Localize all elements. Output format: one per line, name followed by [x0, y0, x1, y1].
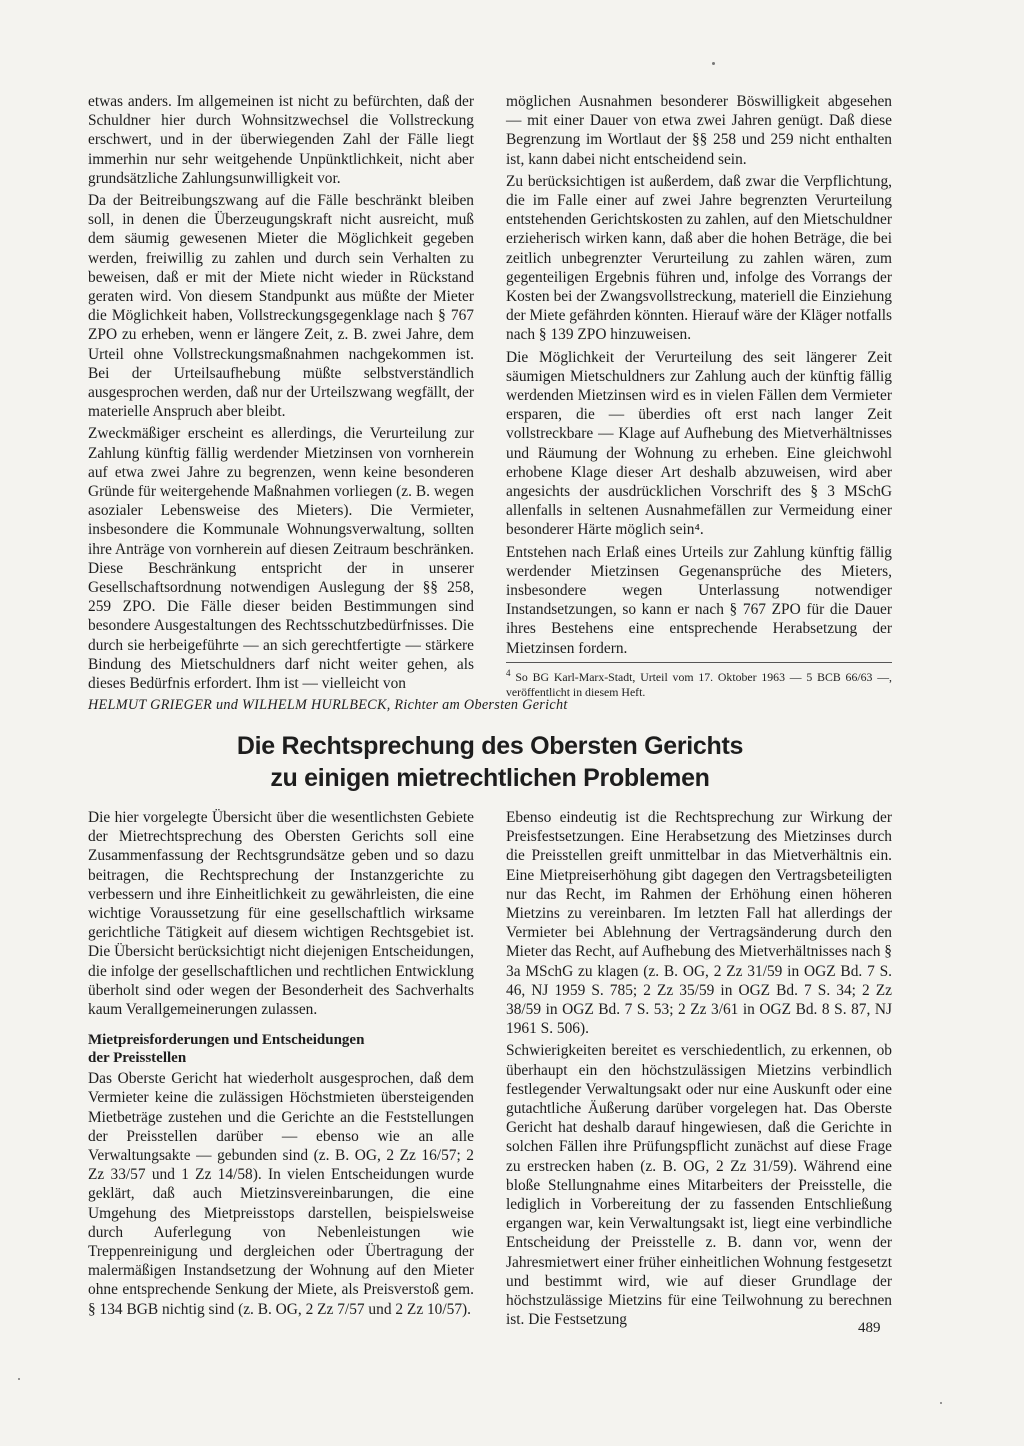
paragraph: Zu berücksichtigen ist außerdem, daß zwar die Verpflichtung, die im Falle einer auf zwei Jahre begrenzten Verurteilung entstehenden Gerichtskosten zu zahlen, auf den Mietschuldner erzieherisch wirken kann, daß aber die hohen Beträge, die bei zeitlich unbegrenzter Verurteilung zu zahlen wären, zum gegenteiligen Ergebnis führen und, infolge des Vorrangs der Kosten bei der Zwangsvollstreckung, materiell die Einziehung der Miete gefährden könnten. Hierauf wäre der Kläger notfalls nach § 139 ZPO hinzuweisen. — [506, 172, 892, 344]
paragraph: Ebenso eindeutig ist die Rechtsprechung zur Wirkung der Preisfestsetzungen. Eine Herabsetzung des Mietzinses durch die Preisstellen greift unmittelbar in das Mietverhältnis ein. Eine Mietpreiserhöhung gibt dagegen den Vertragsbeteiligten nur das Recht, im Rahmen der Erhöhung einen höheren Mietzins zu vereinbaren. Im letzten Fall hat allerdings der Vermieter bei Ablehnung der Vertragsänderung durch den Mieter das Recht, auf Aufhebung des Mietverhältnisses nach § 3a MSchG zu klagen (z. B. OG, 2 Zz 31/59 in OGZ Bd. 7 S. 46, NJ 1959 S. 785; 2 Zz 35/59 in OGZ Bd. 7 S. 34; 2 Zz 38/59 in OGZ Bd. 7 S. 53; 2 Zz 3/61 in OGZ Bd. 8 S. 87, NJ 1961 S. 506). — [506, 809, 892, 1038]
paper-speck — [18, 1378, 20, 1380]
title-line: Die Rechtsprechung des Obersten Gerichts — [236, 732, 744, 760]
article-title — [88, 730, 892, 794]
paragraph: Da der Beitreibungszwang auf die Fälle beschränkt bleiben soll, in denen die Überzeugungskraft nicht ausreicht, muß dem säumig gewesenen Mieter die Möglichkeit gegeben werden, freiwillig zu zahlen und durch sein Verhalten zu beweisen, daß er mit der Miete nicht wieder in Rückstand geraten wird. Von diesem Standpunkt aus müßte der Mieter die Möglichkeit haben, Vollstreckungsgegenklage nach § 767 ZPO zu erheben, wenn er längere Zeit, z. B. zwei Jahre, dem Urteil ohne Vollstreckungsmaßnahmen nachgekommen ist. Bei der Urteilsaufhebung müßte selbstverständlich ausgesprochen werden, daß nur der Urteilszwang wegfällt, der materielle Anspruch aber bleibt. — [88, 192, 474, 421]
paragraph: Zweckmäßiger erscheint es allerdings, die Verurteilung zur Zahlung künftig fällig werdender Mietzinsen von vornherein auf etwa zwei Jahre zu begrenzen, wenn keine besonderen Gründe für weitergehende Maßnahmen vorliegen (z. B. wegen asozialer Lebensweise des Mieters). Die Vermieter, insbesondere die Kommunale Wohnungsverwaltung, sollten ihre Anträge von vornherein auf diesen Zeitraum beschränken. Diese Beschränkung entspricht der in unserer Gesellschaftsordnung notwendigen Auslegung der §§ 258, 259 ZPO. Die Fälle dieser beiden Bestimmungen sind besondere Ausgestaltungen des Rechtsschutzbedürfnisses. Die durch sie herbeigeführte — an sich gerechtfertigte — stärkere Bindung des Mietschuldners darf nicht weiter gehen, als dieses Bedürfnis erfordert. Ihm ist — vielleicht von — [88, 425, 474, 693]
paragraph: Entstehen nach Erlaß eines Urteils zur Zahlung künftig fällig werdender Mietzinsen Gegenansprüche des Mieters, insbesondere wegen Unterlassung notwendiger Instandsetzungen, so kann er nach § 767 ZPO für die Dauer ihres Bestehens eine entsprechende Herabsetzung der Mietzinsen fordern. — [506, 543, 892, 657]
bottom-left-column — [88, 808, 474, 1322]
bottom-right-column — [506, 808, 892, 1332]
section-heading-line: der Preisstellen — [88, 1050, 187, 1067]
paper-speck — [940, 1402, 942, 1404]
page-number: 489 — [858, 1320, 881, 1336]
paper-speck — [712, 62, 715, 65]
title-line: zu einigen mietrechtlichen Problemen — [270, 764, 710, 792]
section-heading-line: Mietpreisforderungen und Entscheidungen — [88, 1032, 365, 1049]
footnote-marker: 4 — [506, 667, 511, 678]
footnote-text: So BG Karl-Marx-Stadt, Urteil vom 17. Oktober 1963 — 5 BCB 66/63 —, veröffentlicht in diesem Heft. — [506, 669, 892, 699]
footnote — [506, 662, 892, 700]
intro-paragraph: Die hier vorgelegte Übersicht über die wesentlichsten Gebiete der Mietrechtsprechung des Obersten Gerichts soll eine Zusammenfassung der Rechtsgrundsätze geben und so dazu beitragen, die Rechtsprechung der Instanzgerichte zu verbessern und ihre Einheitlichkeit zu gewährleisten, die eine wichtige Voraussetzung für eine gesellschaftlich wirksame gerichtliche Tätigkeit auf diesem wichtigen Rechtsgebiet ist. Die Übersicht berücksichtigt nicht diejenigen Entscheidungen, die infolge der gesellschaftlichen und rechtlichen Entwicklung überholt sind oder wegen der Besonderheit des Sachverhalts kaum Verallgemeinerungen zulassen. — [88, 809, 474, 1019]
paragraph: Die Möglichkeit der Verurteilung des seit längerer Zeit säumigen Mietschuldners zur Zahlung auch der künftig fällig werdenden Mietzinsen wird es in vielen Fällen dem Vermieter ersparen, die — überdies oft erst nach langer Zeit vollstreckbare — Klage auf Aufhebung des Mietverhältnisses und Räumung der Wohnung zu erheben. Eine gleichwohl erhobene Klage dieser Art deshalb abzuweisen, wird aber angesichts der ausdrücklichen Vorschrift des § 3 MSchG allenfalls in seltenen Ausnahmefällen zur Vermeidung einer besonderer Härte möglich sein⁴. — [506, 348, 892, 539]
section-heading — [88, 1031, 474, 1067]
top-right-column — [506, 92, 892, 700]
top-left-column — [88, 92, 474, 696]
paragraph: möglichen Ausnahmen besonderer Böswilligkeit abgesehen — mit einer Dauer von etwa zwei Jahren genügt. Daß diese Begrenzung im Wortlaut der §§ 258 und 259 nicht enthalten ist, kann dabei nicht entscheidend sein. — [506, 93, 892, 168]
paragraph: Schwierigkeiten bereitet es verschiedentlich, zu erkennen, ob überhaupt ein den höchstzulässigen Mietzins verbindlich festlegender Verwaltungsakt oder nur eine Auskunft oder eine gutachtliche Äußerung darüber vorgelegen hat. Das Oberste Gericht hat deshalb darauf hingewiesen, daß die Gerichte in solchen Fällen ihre Prüfungspflicht zunächst auf diese Frage zu erstrecken haben (z. B. OG, 2 Zz 31/59). Während eine bloße Stellungnahme eines Mitarbeiters der Preisstelle, die lediglich in Vorbereitung der zu fassenden Entschließung ergangen war, kein Verwaltungsakt ist, liegt eine verbindliche Entscheidung der Preisstelle z. B. dann vor, wenn der Jahresmietwert einer früher einheitlichen Wohnung festgesetzt und bestimmt wird, wie auf dieser Grundlage der höchstzulässige Mietzins für eine Teilwohnung zu berechnen ist. Die Festsetzung — [506, 1042, 892, 1329]
paragraph: etwas anders. Im allgemeinen ist nicht zu befürchten, daß der Schuldner hier durch Wohnsitzwechsel die Vollstreckung erschwert, und in der überwiegenden Zahl der Fälle liegt immerhin nur sehr weitgehende Unpünktlichkeit, nicht aber grundsätzliche Zahlungsunwilligkeit vor. — [88, 93, 474, 187]
author-line: HELMUT GRIEGER und WILHELM HURLBECK, Richter am Obersten Gericht — [88, 697, 568, 713]
paragraph: Das Oberste Gericht hat wiederholt ausgesprochen, daß dem Vermieter keine die zulässigen Höchstmieten übersteigenden Mietbeträge zustehen und die Gerichte an die Feststellungen der Preisstellen darüber — ebenso wie an alle Verwaltungsakte — gebunden sind (z. B. OG, 2 Zz 16/57; 2 Zz 33/57 und 1 Zz 14/58). In vielen Entscheidungen wurde geklärt, daß auch Mietzinsvereinbarungen, die eine Umgehung des Mietpreisstops darstellen, beispielsweise durch Auferlegung von Nebenleistungen wie Treppenreinigung und dergleichen oder Übertragung der malermäßigen Instandsetzung der Wohnung auf den Mieter ohne entsprechende Senkung der Miete, als Preisverstoß gem. § 134 BGB nichtig sind (z. B. OG, 2 Zz 7/57 und 2 Zz 10/57). — [88, 1070, 474, 1318]
